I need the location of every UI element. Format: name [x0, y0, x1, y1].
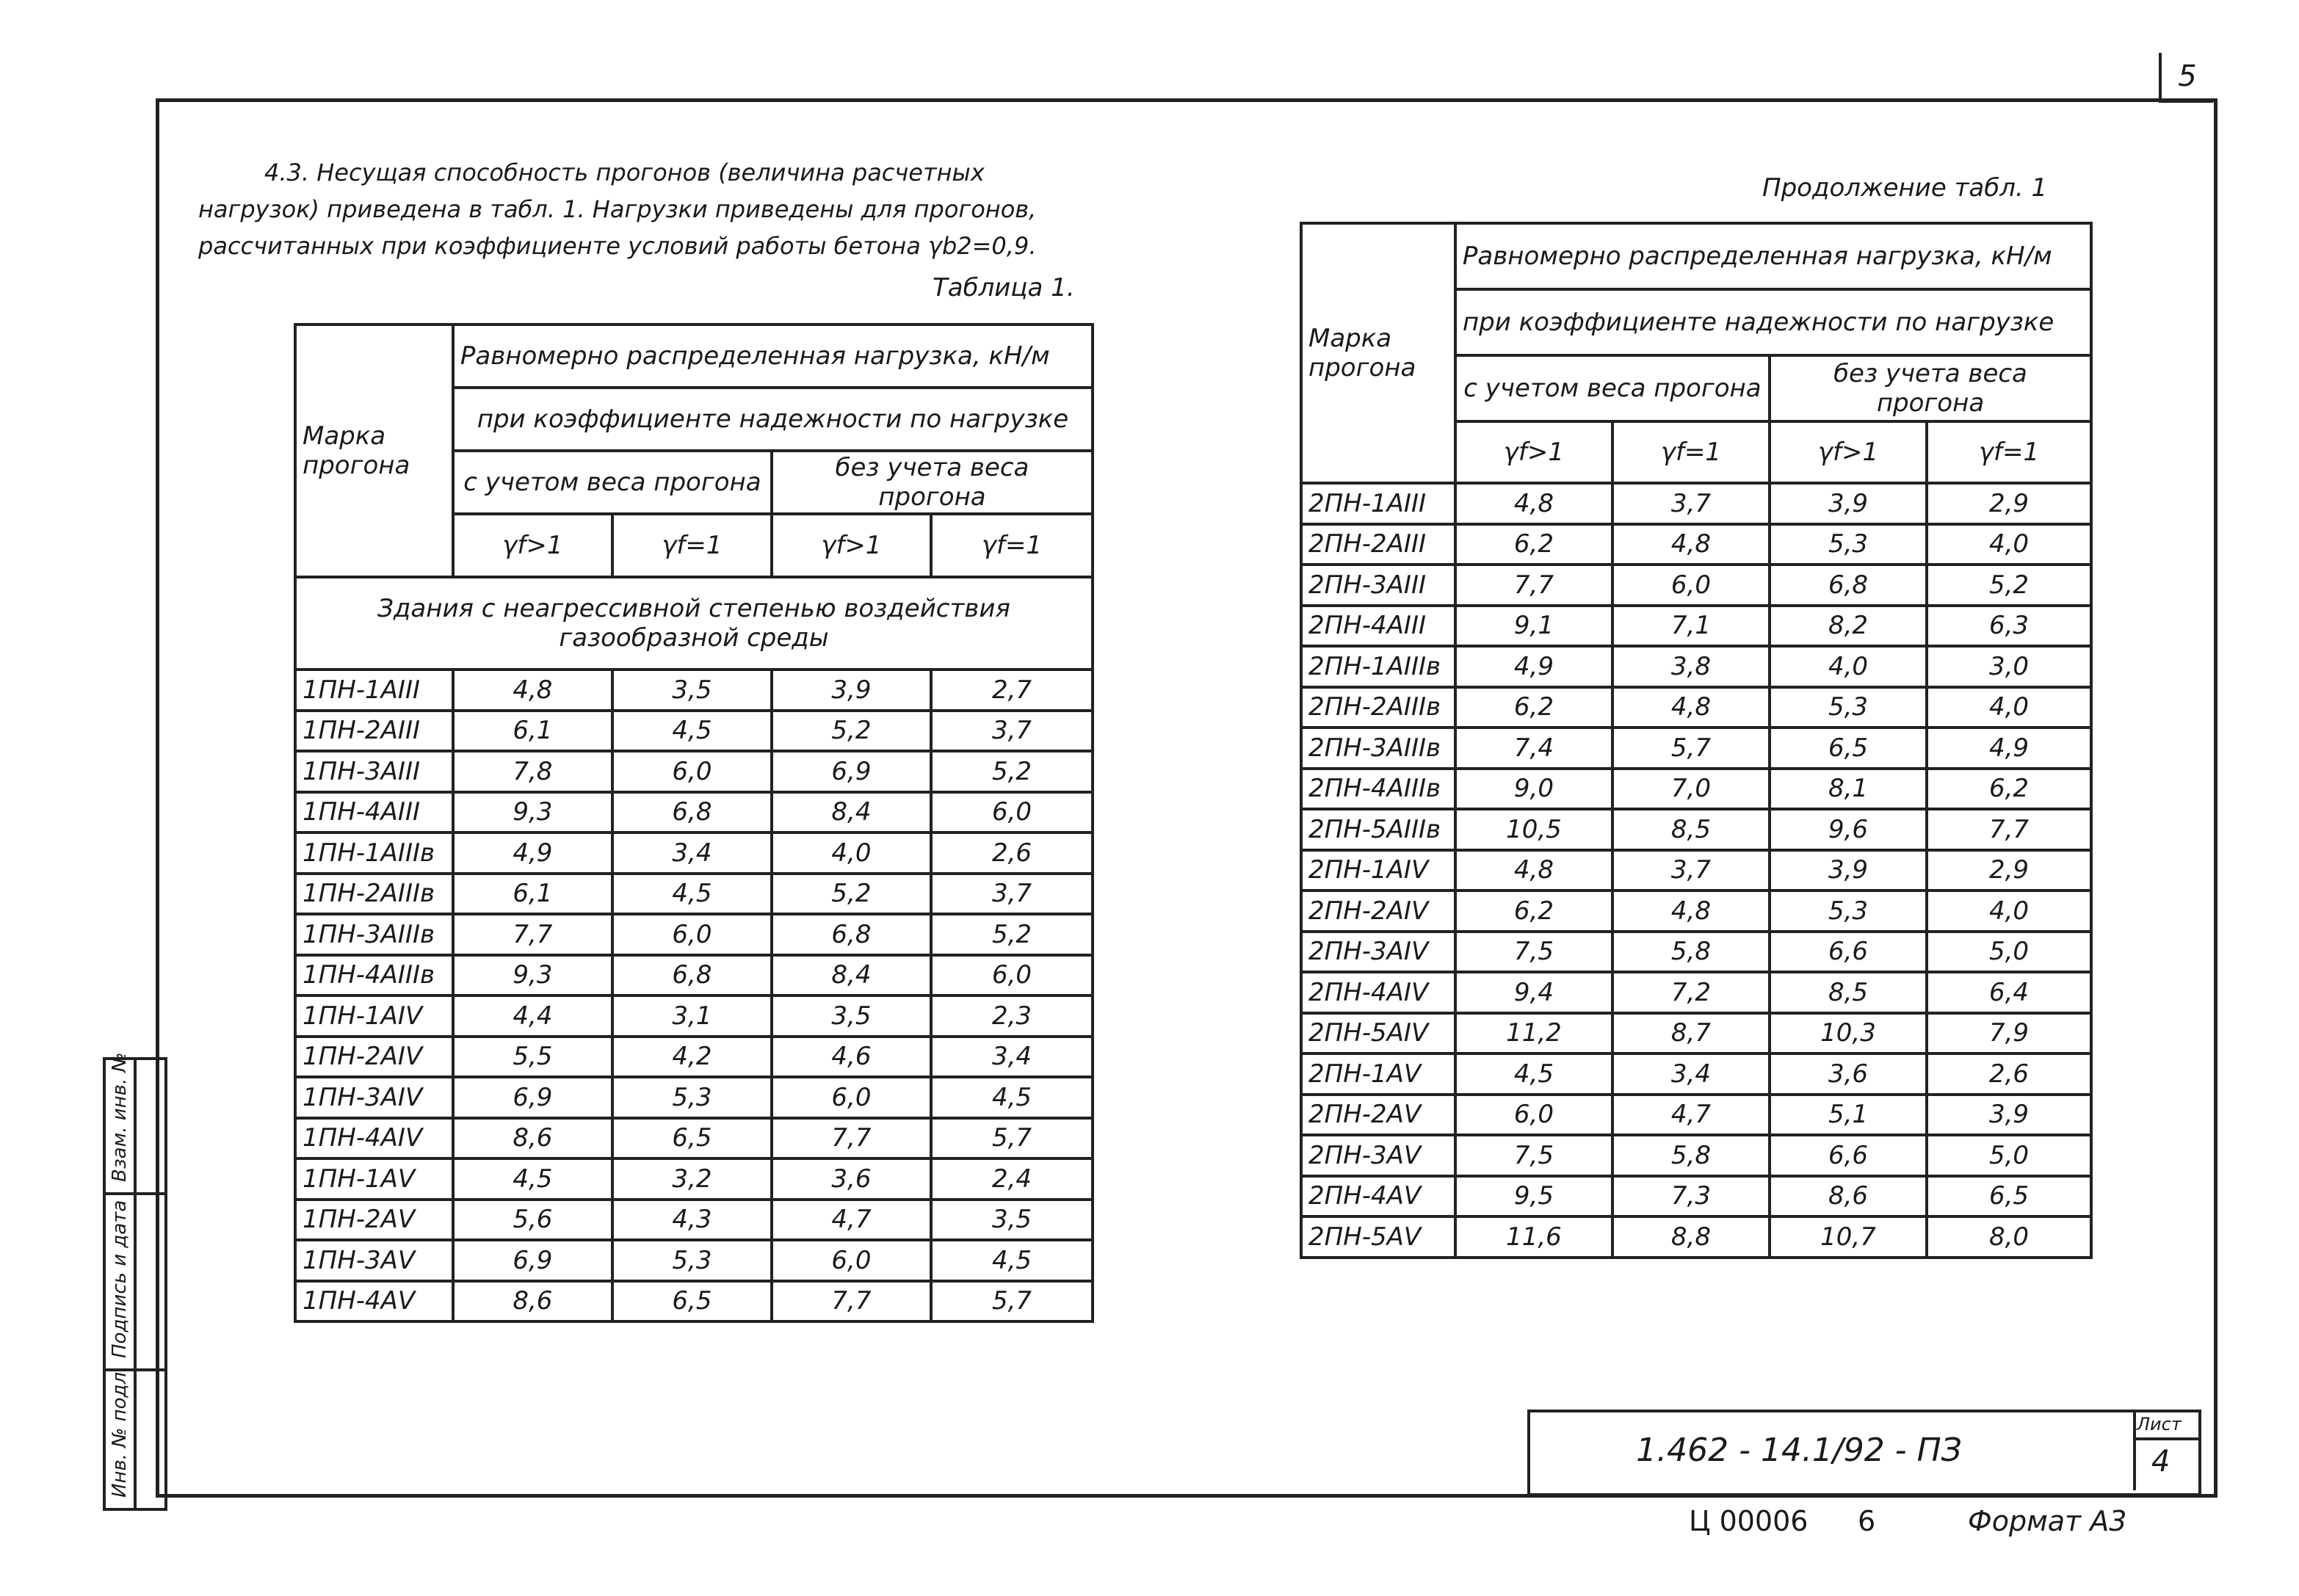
- intro-line: нагрузок) приведена в табл. 1. Нагрузки приведены для прогонов,: [198, 195, 1037, 223]
- cell-value: 7,7: [1455, 565, 1612, 606]
- table-row: [1301, 972, 2091, 1013]
- table1-label: Таблица 1.: [933, 273, 1075, 302]
- cell-mark: 2ПН-1АIV: [1301, 850, 1455, 891]
- cell-value: 6,2: [1455, 687, 1612, 728]
- cell-value: 4,5: [931, 1077, 1093, 1118]
- cell-value: 5,5: [453, 1037, 612, 1078]
- cell-mark: 1ПН-3АIV: [295, 1077, 453, 1118]
- cell-mark: 1ПН-4АIII: [295, 792, 453, 833]
- header-coef: при коэффициенте надежности по нагрузке: [453, 388, 1093, 451]
- cell-value: 6,9: [453, 1077, 612, 1118]
- cell-value: 2,9: [1927, 483, 2091, 524]
- cell-mark: 1ПН-1АIII: [295, 670, 453, 711]
- cell-value: 5,1: [1770, 1095, 1927, 1136]
- cell-value: 7,0: [1612, 769, 1770, 810]
- cell-value: 3,7: [1612, 850, 1770, 891]
- cell-value: 6,3: [1927, 606, 2091, 647]
- header-coef: при коэффициенте надежности по нагрузке: [1455, 289, 2091, 355]
- cell-mark: 1ПН-2АV: [295, 1200, 453, 1241]
- cell-value: 6,6: [1770, 932, 1927, 973]
- cell-value: 3,1: [612, 995, 772, 1037]
- cell-value: 2,7: [931, 670, 1093, 711]
- cell-value: 4,0: [1927, 524, 2091, 565]
- cell-value: 6,5: [612, 1118, 772, 1159]
- cell-value: 4,4: [453, 995, 612, 1037]
- footer-copy: 6: [1858, 1505, 1876, 1537]
- cell-value: 4,0: [1770, 646, 1927, 687]
- cell-value: 4,7: [1612, 1095, 1770, 1136]
- cell-value: 3,6: [1770, 1053, 1927, 1095]
- cell-value: 5,8: [1612, 932, 1770, 973]
- header-gf-eq1: γf=1: [612, 514, 772, 577]
- header-gf-gt1: γf>1: [1455, 421, 1612, 483]
- cell-value: 3,9: [1770, 483, 1927, 524]
- table-row: [1301, 891, 2091, 932]
- cell-value: 6,0: [772, 1077, 931, 1118]
- cell-value: 9,3: [453, 792, 612, 833]
- cell-value: 4,8: [1612, 891, 1770, 932]
- cell-value: 7,4: [1455, 728, 1612, 769]
- cell-value: 3,7: [1612, 483, 1770, 524]
- cell-mark: 1ПН-4АV: [295, 1281, 453, 1322]
- cell-value: 4,9: [453, 833, 612, 874]
- cell-value: 7,7: [453, 914, 612, 955]
- table-1-body: [295, 670, 1093, 1321]
- cell-value: 5,2: [772, 874, 931, 915]
- cell-value: 5,0: [1927, 1135, 2091, 1176]
- cell-value: 6,2: [1927, 769, 2091, 810]
- table-row: [295, 874, 1093, 915]
- cell-value: 5,8: [1612, 1135, 1770, 1176]
- table-row: [295, 1077, 1093, 1118]
- table-row: [1301, 1053, 2091, 1095]
- side-stamp-sign: Подпись и дата: [109, 1200, 131, 1358]
- table-row: [1301, 809, 2091, 850]
- cell-value: 5,2: [772, 711, 931, 752]
- cell-value: 5,0: [1927, 932, 2091, 973]
- cell-value: 8,2: [1770, 606, 1927, 647]
- cell-value: 3,5: [612, 670, 772, 711]
- cell-value: 11,6: [1455, 1216, 1612, 1258]
- cell-value: 6,5: [1927, 1176, 2091, 1217]
- header-without-weight: без учета веса прогона: [772, 451, 1093, 514]
- cell-value: 6,9: [453, 1240, 612, 1281]
- cell-value: 5,2: [931, 914, 1093, 955]
- table-row: [1301, 1013, 2091, 1054]
- cell-value: 4,5: [453, 1158, 612, 1200]
- table-row: [295, 1200, 1093, 1241]
- cell-value: 5,6: [453, 1200, 612, 1241]
- table-row: [295, 955, 1093, 996]
- cell-value: 6,8: [772, 914, 931, 955]
- cell-value: 4,2: [612, 1037, 772, 1078]
- cell-value: 4,9: [1455, 646, 1612, 687]
- table-row: [1301, 1216, 2091, 1258]
- cell-value: 9,0: [1455, 769, 1612, 810]
- intro-line: 4.3. Несущая способность прогонов (величина расчетных: [264, 159, 985, 186]
- footer-code: Ц 00006: [1689, 1505, 1809, 1537]
- cell-value: 6,1: [453, 874, 612, 915]
- cell-value: 4,8: [1612, 524, 1770, 565]
- cell-value: 4,7: [772, 1200, 931, 1241]
- cell-value: 4,8: [1455, 483, 1612, 524]
- table-row: [295, 1158, 1093, 1200]
- section-heading: Здания с неагрессивной степенью воздействия газообразной среды: [295, 577, 1093, 670]
- cell-mark: 2ПН-1АV: [1301, 1053, 1455, 1095]
- cell-value: 3,7: [931, 711, 1093, 752]
- cell-value: 4,5: [612, 874, 772, 915]
- cell-value: 9,3: [453, 955, 612, 996]
- cell-value: 3,8: [1612, 646, 1770, 687]
- cell-value: 5,7: [1612, 728, 1770, 769]
- cell-value: 6,0: [1455, 1095, 1612, 1136]
- header-gf-gt1: γf>1: [453, 514, 612, 577]
- cell-value: 8,4: [772, 792, 931, 833]
- table-row: [295, 792, 1093, 833]
- cell-value: 5,3: [1770, 524, 1927, 565]
- cell-mark: 2ПН-4АIIIв: [1301, 769, 1455, 810]
- cell-value: 4,0: [772, 833, 931, 874]
- cell-mark: 2ПН-3АIII: [1301, 565, 1455, 606]
- cell-value: 6,1: [453, 711, 612, 752]
- cell-value: 3,4: [931, 1037, 1093, 1078]
- cell-value: 8,6: [453, 1281, 612, 1322]
- cell-mark: 2ПН-5АV: [1301, 1216, 1455, 1258]
- table-row: [295, 995, 1093, 1037]
- cell-value: 5,3: [1770, 891, 1927, 932]
- header-with-weight: с учетом веса прогона: [1455, 355, 1770, 421]
- cell-value: 8,5: [1612, 809, 1770, 850]
- cell-mark: 2ПН-1АIIIв: [1301, 646, 1455, 687]
- cell-value: 4,6: [772, 1037, 931, 1078]
- cell-value: 3,0: [1927, 646, 2091, 687]
- document-number: 1.462 - 14.1/92 - ПЗ: [1636, 1432, 1962, 1469]
- table-row: [1301, 1135, 2091, 1176]
- cell-value: 8,6: [453, 1118, 612, 1159]
- cell-value: 5,3: [612, 1077, 772, 1118]
- table-row: [295, 1240, 1093, 1281]
- cell-value: 6,8: [1770, 565, 1927, 606]
- cell-value: 6,5: [1770, 728, 1927, 769]
- cell-value: 3,6: [772, 1158, 931, 1200]
- cell-value: 5,3: [612, 1240, 772, 1281]
- cell-mark: 1ПН-3АV: [295, 1240, 453, 1281]
- table-row: [295, 1118, 1093, 1159]
- cell-value: 2,6: [1927, 1053, 2091, 1095]
- cell-value: 7,1: [1612, 606, 1770, 647]
- cell-value: 6,2: [1455, 891, 1612, 932]
- cell-mark: 2ПН-5АIIIв: [1301, 809, 1455, 850]
- cell-value: 3,4: [1612, 1053, 1770, 1095]
- cell-mark: 1ПН-3АIII: [295, 751, 453, 792]
- cell-value: 3,5: [931, 1200, 1093, 1241]
- cell-value: 7,5: [1455, 932, 1612, 973]
- cell-value: 2,9: [1927, 850, 2091, 891]
- table-row: [1301, 646, 2091, 687]
- header-load: Равномерно распределенная нагрузка, кН/м: [1455, 223, 2091, 289]
- header-gf-gt1: γf>1: [772, 514, 931, 577]
- cell-mark: 2ПН-3АV: [1301, 1135, 1455, 1176]
- cell-value: 8,4: [772, 955, 931, 996]
- cell-mark: 2ПН-4АIV: [1301, 972, 1455, 1013]
- table2-label: Продолжение табл. 1: [1762, 173, 2048, 203]
- cell-value: 4,5: [1455, 1053, 1612, 1095]
- cell-value: 4,5: [931, 1240, 1093, 1281]
- cell-value: 4,8: [453, 670, 612, 711]
- cell-value: 8,0: [1927, 1216, 2091, 1258]
- header-gf-eq1: γf=1: [1927, 421, 2091, 483]
- cell-value: 8,1: [1770, 769, 1927, 810]
- table-1: [294, 323, 1094, 1323]
- table-row: [1301, 606, 2091, 647]
- cell-value: 6,0: [612, 751, 772, 792]
- cell-value: 9,5: [1455, 1176, 1612, 1217]
- cell-mark: 2ПН-2АIIIв: [1301, 687, 1455, 728]
- cell-value: 5,2: [931, 751, 1093, 792]
- header-with-weight: с учетом веса прогона: [453, 451, 772, 514]
- header-mark: Марка прогона: [1301, 223, 1455, 483]
- table-row: [1301, 728, 2091, 769]
- cell-mark: 2ПН-3АIIIв: [1301, 728, 1455, 769]
- table-row: [1301, 932, 2091, 973]
- header-gf-eq1: γf=1: [1612, 421, 1770, 483]
- cell-mark: 2ПН-1АIII: [1301, 483, 1455, 524]
- cell-value: 4,9: [1927, 728, 2091, 769]
- header-load: Равномерно распределенная нагрузка, кН/м: [453, 324, 1093, 388]
- cell-mark: 1ПН-4АIV: [295, 1118, 453, 1159]
- table-row: [295, 1037, 1093, 1078]
- cell-value: 3,9: [1770, 850, 1927, 891]
- cell-value: 4,8: [1455, 850, 1612, 891]
- cell-value: 8,7: [1612, 1013, 1770, 1054]
- cell-value: 10,7: [1770, 1216, 1927, 1258]
- cell-value: 6,2: [1455, 524, 1612, 565]
- side-stamp-inv: Инв. № подл.: [109, 1365, 131, 1498]
- cell-value: 5,2: [1927, 565, 2091, 606]
- table-row: [1301, 769, 2091, 810]
- table-row: [295, 833, 1093, 874]
- footer-format: Формат А3: [1968, 1505, 2127, 1537]
- cell-value: 6,9: [772, 751, 931, 792]
- cell-mark: 1ПН-1АIV: [295, 995, 453, 1037]
- cell-value: 7,5: [1455, 1135, 1612, 1176]
- cell-value: 3,4: [612, 833, 772, 874]
- cell-mark: 2ПН-2АIV: [1301, 891, 1455, 932]
- cell-value: 9,1: [1455, 606, 1612, 647]
- cell-value: 2,4: [931, 1158, 1093, 1200]
- cell-value: 6,8: [612, 955, 772, 996]
- cell-value: 3,2: [612, 1158, 772, 1200]
- cell-value: 6,0: [772, 1240, 931, 1281]
- cell-value: 6,0: [931, 792, 1093, 833]
- table-row: [295, 711, 1093, 752]
- cell-value: 6,5: [612, 1281, 772, 1322]
- cell-mark: 2ПН-4АV: [1301, 1176, 1455, 1217]
- header-gf-gt1: γf>1: [1770, 421, 1927, 483]
- table-2-body: [1301, 483, 2091, 1258]
- cell-value: 7,9: [1927, 1013, 2091, 1054]
- cell-value: 7,7: [772, 1118, 931, 1159]
- cell-value: 8,5: [1770, 972, 1927, 1013]
- cell-value: 4,0: [1927, 687, 2091, 728]
- intro-paragraph: [198, 154, 1094, 264]
- cell-mark: 2ПН-3АIV: [1301, 932, 1455, 973]
- cell-mark: 1ПН-3АIIIв: [295, 914, 453, 955]
- sheet-label: Лист: [2137, 1414, 2182, 1434]
- cell-mark: 2ПН-4АIII: [1301, 606, 1455, 647]
- side-stamp-replace: Взам. инв. №: [109, 1052, 131, 1182]
- header-gf-eq1: γf=1: [931, 514, 1093, 577]
- cell-value: 4,3: [612, 1200, 772, 1241]
- cell-mark: 1ПН-2АIII: [295, 711, 453, 752]
- cell-value: 2,3: [931, 995, 1093, 1037]
- cell-value: 10,5: [1455, 809, 1612, 850]
- cell-value: 4,5: [612, 711, 772, 752]
- cell-value: 4,0: [1927, 891, 2091, 932]
- cell-value: 6,8: [612, 792, 772, 833]
- table-row: [1301, 524, 2091, 565]
- intro-line: рассчитанных при коэффициенте условий работы бетона γb2=0,9.: [198, 232, 1037, 260]
- cell-value: 7,7: [772, 1281, 931, 1322]
- cell-value: 5,7: [931, 1281, 1093, 1322]
- sheet-number: 5: [2159, 53, 2213, 103]
- cell-value: 6,4: [1927, 972, 2091, 1013]
- cell-value: 6,0: [1612, 565, 1770, 606]
- cell-value: 11,2: [1455, 1013, 1612, 1054]
- sheet-value: 4: [2151, 1445, 2171, 1479]
- cell-value: 6,6: [1770, 1135, 1927, 1176]
- table-row: [1301, 850, 2091, 891]
- cell-value: 5,7: [931, 1118, 1093, 1159]
- cell-value: 3,7: [931, 874, 1093, 915]
- table-row: [1301, 483, 2091, 524]
- table-row: [1301, 565, 2091, 606]
- cell-mark: 2ПН-2АIII: [1301, 524, 1455, 565]
- cell-value: 3,9: [772, 670, 931, 711]
- cell-value: 7,7: [1927, 809, 2091, 850]
- cell-value: 5,3: [1770, 687, 1927, 728]
- cell-mark: 1ПН-1АIIIв: [295, 833, 453, 874]
- cell-value: 3,9: [1927, 1095, 2091, 1136]
- cell-value: 8,6: [1770, 1176, 1927, 1217]
- cell-mark: 1ПН-2АIV: [295, 1037, 453, 1078]
- header-mark: Марка прогона: [295, 324, 453, 577]
- table-row: [295, 914, 1093, 955]
- cell-value: 7,3: [1612, 1176, 1770, 1217]
- table-row: [1301, 1176, 2091, 1217]
- table-2: [1300, 222, 2093, 1259]
- cell-value: 9,4: [1455, 972, 1612, 1013]
- cell-value: 6,0: [612, 914, 772, 955]
- table-row: [1301, 1095, 2091, 1136]
- cell-value: 9,6: [1770, 809, 1927, 850]
- cell-value: 10,3: [1770, 1013, 1927, 1054]
- table-row: [1301, 687, 2091, 728]
- cell-value: 4,8: [1612, 687, 1770, 728]
- cell-value: 3,5: [772, 995, 931, 1037]
- cell-mark: 1ПН-1АV: [295, 1158, 453, 1200]
- cell-value: 8,8: [1612, 1216, 1770, 1258]
- cell-mark: 1ПН-2АIIIв: [295, 874, 453, 915]
- cell-value: 6,0: [931, 955, 1093, 996]
- cell-mark: 2ПН-2АV: [1301, 1095, 1455, 1136]
- cell-mark: 1ПН-4АIIIв: [295, 955, 453, 996]
- cell-value: 7,2: [1612, 972, 1770, 1013]
- cell-value: 2,6: [931, 833, 1093, 874]
- cell-mark: 2ПН-5АIV: [1301, 1013, 1455, 1054]
- header-without-weight: без учета веса прогона: [1770, 355, 2091, 421]
- cell-value: 7,8: [453, 751, 612, 792]
- table-row: [295, 1281, 1093, 1322]
- table-row: [295, 751, 1093, 792]
- table-row: [295, 670, 1093, 711]
